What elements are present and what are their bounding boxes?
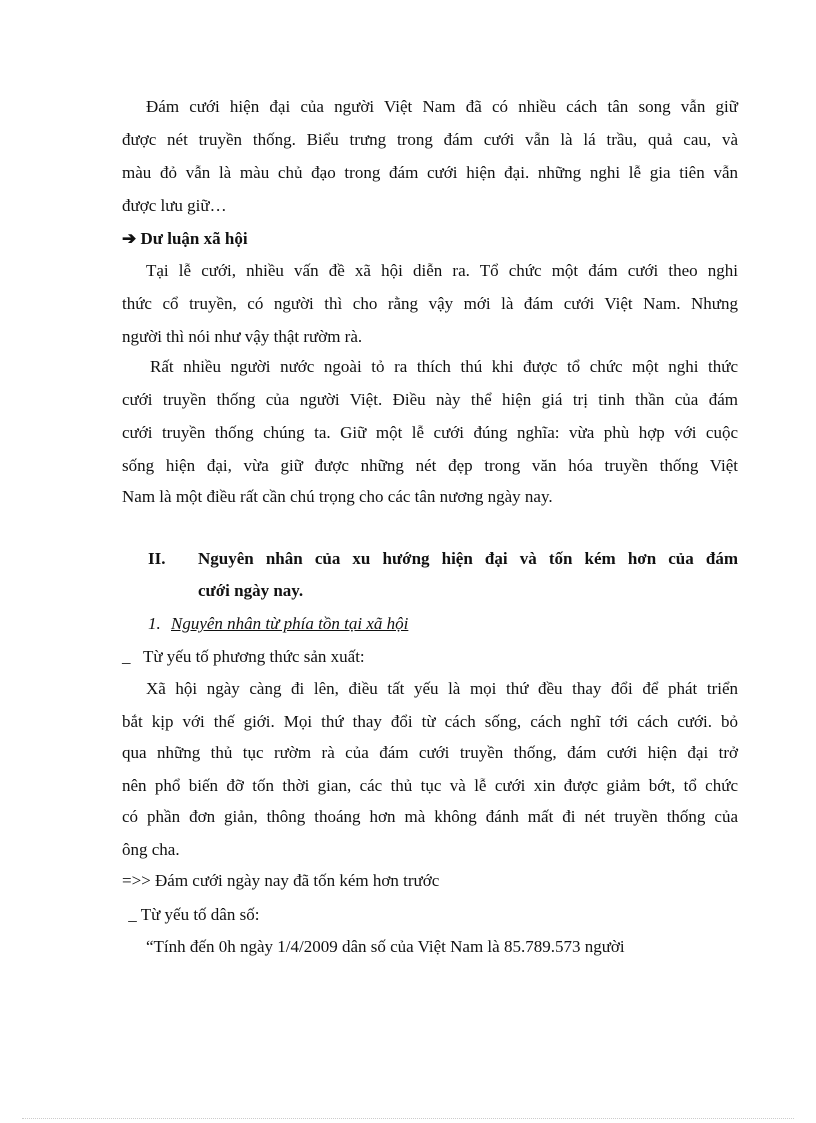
text-line: người thì nói như vậy thật rườm rà. xyxy=(122,327,363,346)
public-opinion-heading xyxy=(122,228,248,250)
text-line: ông cha. xyxy=(122,840,180,859)
section-title-line: cưới ngày nay. xyxy=(198,581,304,600)
text-line: được nét truyền thống. Biểu trưng trong đám cưới vẫn là lá trầu, quả cau, và xyxy=(122,130,738,149)
section-title-line: Nguyên nhân của xu hướng hiện đại và tốn kém hơn của đám xyxy=(198,549,738,568)
text-line: Xã hội ngày càng đi lên, điều tất yếu là mọi thứ đều thay đổi để phát triển xyxy=(146,679,738,698)
subsection-title: Nguyên nhân từ phía tồn tại xã hội xyxy=(171,614,409,633)
page-bottom-rule xyxy=(22,1118,794,1119)
text-line: màu đỏ vẫn là màu chủ đạo trong đám cưới hiện đại. những nghi lễ gia tiên vẫn xyxy=(122,163,738,182)
factor-production: _ Từ yếu tố phương thức sản xuất: xyxy=(122,647,365,666)
text-line: có phần đơn giản, thông thoáng hơn mà không đánh mất đi nét truyền thống của xyxy=(122,807,738,826)
text-line: qua những thủ tục rườm rà của đám cưới truyền thống, đám cưới hiện đại trở xyxy=(122,743,738,762)
text-line: cưới truyền thống của người Việt. Điều này thể hiện giá trị tinh thần của đám xyxy=(122,390,738,409)
subsection-number: 1. xyxy=(148,614,161,633)
subsection-1-heading xyxy=(148,613,408,635)
text-line: Đám cưới hiện đại của người Việt Nam đã có nhiều cách tân song vẫn giữ xyxy=(146,97,738,116)
arrow-right-icon: ➔ xyxy=(122,229,137,248)
heading-text: Dư luận xã hội xyxy=(140,229,248,248)
text-line: được lưu giữ… xyxy=(122,196,227,215)
text-line: cưới truyền thống chúng ta. Giữ một lễ cưới đúng nghĩa: vừa phù hợp với cuộc xyxy=(122,423,738,442)
text-line: sống hiện đại, vừa giữ được những nét đẹp trong văn hóa truyền thống Việt xyxy=(122,456,738,475)
section-number: II. xyxy=(148,549,166,568)
text-line: nên phổ biến đỡ tốn thời gian, các thủ tục và lễ cưới xin được giảm bớt, tổ chức xyxy=(122,776,738,795)
text-line: bắt kịp với thế giới. Mọi thứ thay đổi từ cách sống, cách nghĩ tới cách cưới. bỏ xyxy=(122,712,738,731)
text-line: Nam là một điều rất cần chú trọng cho các tân nương ngày nay. xyxy=(122,487,553,506)
conclusion-line: =>> Đám cưới ngày nay đã tốn kém hơn trước xyxy=(122,871,440,890)
text-line: Rất nhiều người nước ngoài tỏ ra thích thú khi được tổ chức một nghi thức xyxy=(150,357,738,376)
population-quote: “Tính đến 0h ngày 1/4/2009 dân số của Việt Nam là 85.789.573 người xyxy=(146,937,625,956)
factor-population: _ Từ yếu tố dân số: xyxy=(124,905,260,924)
text-line: Tại lễ cưới, nhiều vấn đề xã hội diễn ra. Tổ chức một đám cưới theo nghi xyxy=(146,261,738,280)
text-line: thức cổ truyền, có người thì cho rằng vậy mới là đám cưới Việt Nam. Nhưng xyxy=(122,294,738,313)
